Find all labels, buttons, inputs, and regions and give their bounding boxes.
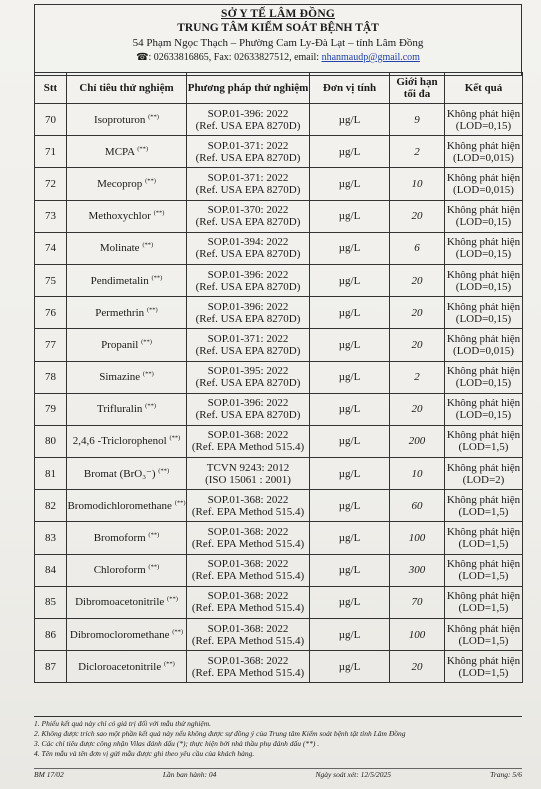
result-lod: (LOD=0,15) [455, 312, 512, 325]
row-limit: 20 [390, 200, 445, 232]
row-stt: 86 [35, 619, 67, 651]
row-indicator [67, 361, 187, 393]
method-code: SOP.01-368: 2022 [207, 622, 289, 635]
row-method [187, 619, 310, 651]
method-code: SOP.01-371: 2022 [207, 139, 289, 152]
row-method [187, 264, 310, 296]
method-ref: (Ref. USA EPA 8270D) [195, 151, 301, 164]
row-stt: 71 [35, 136, 67, 168]
row-indicator [67, 522, 187, 554]
row-unit: µg/L [310, 361, 390, 393]
indicator-name: Mecoprop [97, 177, 143, 190]
row-indicator [67, 136, 187, 168]
row-stt: 83 [35, 522, 67, 554]
row-method [187, 586, 310, 618]
indicator-name: Trifluralin [96, 403, 143, 416]
result-lod: (LOD=0,15) [455, 377, 512, 390]
row-unit: µg/L [310, 297, 390, 329]
method-code: SOP.01-396: 2022 [207, 268, 289, 281]
result-lod: (LOD=0,015) [453, 151, 514, 164]
row-indicator [67, 554, 187, 586]
method-ref: (Ref. USA EPA 8270D) [195, 344, 301, 357]
result-text: Không phát hiện [446, 332, 521, 345]
indicator-name: Bromodichloromethane [67, 499, 172, 512]
row-result [445, 651, 523, 683]
row-stt: 74 [35, 232, 67, 264]
row-result [445, 329, 523, 361]
table-row [35, 522, 523, 554]
table-row [35, 329, 523, 361]
result-lod: (LOD=1,5) [458, 666, 509, 679]
method-ref: (Ref. USA EPA 8270D) [195, 280, 301, 293]
col-stt: Stt [35, 73, 67, 104]
method-ref: (Ref. USA EPA 8270D) [195, 377, 301, 390]
indicator-name: 2,4,6 -Triclorophenol [72, 435, 167, 448]
note-1: 1. Phiếu kết quả này chỉ có giá trị đối với mẫu thử nghiệm. [34, 719, 212, 728]
result-lod: (LOD=0,015) [453, 344, 514, 357]
indicator-name: Methoxychlor [88, 210, 151, 223]
method-code: SOP.01-368: 2022 [207, 590, 289, 603]
indicator-name: Molinate [99, 242, 140, 255]
row-indicator [67, 651, 187, 683]
table-header-row [35, 73, 523, 104]
row-result [445, 586, 523, 618]
result-text: Không phát hiện [446, 204, 521, 217]
result-text: Không phát hiện [446, 429, 521, 442]
row-method [187, 297, 310, 329]
row-limit: 100 [390, 619, 445, 651]
row-unit: µg/L [310, 490, 390, 522]
col-method: Phương pháp thử nghiệm [187, 73, 310, 104]
result-lod: (LOD=1,5) [458, 634, 509, 647]
method-code: SOP.01-396: 2022 [207, 107, 289, 120]
indicator-name: Bromat (BrO₃⁻) [83, 467, 156, 480]
indicator-name: Pendimetalin [90, 274, 149, 287]
row-limit: 60 [390, 490, 445, 522]
row-unit: µg/L [310, 264, 390, 296]
table-row [35, 458, 523, 490]
form-code: BM 17/02 [34, 770, 64, 779]
row-method [187, 490, 310, 522]
method-code: SOP.01-371: 2022 [207, 171, 289, 184]
table-row [35, 490, 523, 522]
center-name: TRUNG TÂM KIỂM SOÁT BỆNH TẬT [177, 22, 379, 34]
contact-text: ☎: 02633816865, Fax: 02633827512, email: [136, 52, 322, 63]
result-text: Không phát hiện [446, 268, 521, 281]
method-code: SOP.01-368: 2022 [207, 654, 289, 667]
row-method [187, 458, 310, 490]
row-result [445, 136, 523, 168]
method-ref: (Ref. USA EPA 8270D) [195, 119, 301, 132]
subcontract-mark: (**) [145, 402, 157, 410]
result-text: Không phát hiện [446, 622, 521, 635]
subcontract-mark: (**) [169, 434, 181, 442]
subcontract-mark: (**) [151, 273, 163, 281]
row-limit: 200 [390, 425, 445, 457]
row-method [187, 168, 310, 200]
method-code: SOP.01-396: 2022 [207, 300, 289, 313]
row-unit: µg/L [310, 554, 390, 586]
result-lod: (LOD=0,015) [453, 183, 514, 196]
result-lod: (LOD=0,15) [455, 119, 512, 132]
table-row [35, 168, 523, 200]
subcontract-mark: (**) [153, 209, 165, 217]
table-row [35, 297, 523, 329]
row-indicator [67, 168, 187, 200]
row-unit: µg/L [310, 232, 390, 264]
indicator-name: Chloroform [93, 564, 146, 577]
row-indicator [67, 425, 187, 457]
result-lod: (LOD=1,5) [458, 602, 509, 615]
method-code: SOP.01-371: 2022 [207, 332, 289, 345]
indicator-name: Isoproturon [94, 113, 146, 126]
row-stt: 78 [35, 361, 67, 393]
method-ref: (Ref. EPA Method 515.4) [191, 634, 305, 647]
result-text: Không phát hiện [446, 236, 521, 249]
row-stt: 84 [35, 554, 67, 586]
row-result [445, 619, 523, 651]
indicator-name: Bromoform [93, 532, 146, 545]
row-unit: µg/L [310, 458, 390, 490]
review-date: Ngày soát xét: 12/5/2025 [315, 770, 392, 779]
table-row [35, 393, 523, 425]
col-limit: Giới hạn tối đa [390, 73, 445, 104]
row-indicator [67, 393, 187, 425]
result-lod: (LOD=2) [462, 473, 505, 486]
table-row [35, 361, 523, 393]
indicator-name: MCPA [104, 145, 135, 158]
row-result [445, 361, 523, 393]
method-code: SOP.01-368: 2022 [207, 526, 289, 539]
subcontract-mark: (**) [148, 563, 160, 571]
indicator-name: Propanil [101, 338, 139, 351]
row-indicator [67, 104, 187, 136]
row-limit: 10 [390, 458, 445, 490]
method-ref: (Ref. EPA Method 515.4) [191, 538, 305, 551]
result-text: Không phát hiện [446, 397, 521, 410]
row-indicator [67, 264, 187, 296]
col-unit: Đơn vị tính [310, 73, 390, 104]
row-limit: 100 [390, 522, 445, 554]
row-result [445, 393, 523, 425]
row-method [187, 425, 310, 457]
row-unit: µg/L [310, 393, 390, 425]
subcontract-mark: (**) [141, 338, 152, 346]
table-row [35, 232, 523, 264]
method-ref: (Ref. EPA Method 515.4) [191, 570, 305, 583]
result-text: Không phát hiện [446, 300, 521, 313]
row-result [445, 264, 523, 296]
result-lod: (LOD=0,15) [455, 280, 512, 293]
subcontract-mark: (**) [172, 627, 184, 635]
row-stt: 72 [35, 168, 67, 200]
row-stt: 77 [35, 329, 67, 361]
table-row [35, 200, 523, 232]
row-result [445, 554, 523, 586]
result-text: Không phát hiện [446, 171, 521, 184]
notes [34, 716, 522, 759]
indicator-name: Dibromocloromethane [69, 628, 170, 641]
row-unit: µg/L [310, 329, 390, 361]
row-indicator [67, 329, 187, 361]
method-ref: (Ref. USA EPA 8270D) [195, 409, 301, 422]
row-method [187, 104, 310, 136]
row-method [187, 232, 310, 264]
row-limit: 70 [390, 586, 445, 618]
result-text: Không phát hiện [446, 558, 521, 571]
result-lod: (LOD=1,5) [458, 570, 509, 583]
indicator-name: Permethrin [95, 306, 145, 319]
row-result [445, 104, 523, 136]
method-ref: (ISO 15061 : 2001) [205, 473, 291, 486]
row-method [187, 361, 310, 393]
subcontract-mark: (**) [167, 595, 178, 603]
row-stt: 76 [35, 297, 67, 329]
method-ref: (Ref. USA EPA 8270D) [195, 216, 301, 229]
note-4: 4. Tên mẫu và tên đơn vị gửi mẫu được ghi theo yêu cầu của khách hàng. [34, 749, 255, 758]
method-ref: (Ref. EPA Method 515.4) [191, 602, 305, 615]
result-lod: (LOD=0,15) [455, 216, 512, 229]
indicator-name: Dicloroacetonitrile [78, 660, 162, 673]
row-indicator [67, 586, 187, 618]
row-method [187, 651, 310, 683]
row-limit: 20 [390, 329, 445, 361]
row-stt: 79 [35, 393, 67, 425]
row-stt: 81 [35, 458, 67, 490]
subcontract-mark: (**) [142, 370, 154, 378]
row-unit: µg/L [310, 136, 390, 168]
row-unit: µg/L [310, 586, 390, 618]
subcontract-mark: (**) [163, 660, 175, 668]
method-code: SOP.01-396: 2022 [207, 397, 289, 410]
method-ref: (Ref. EPA Method 515.4) [191, 505, 305, 518]
table-row [35, 425, 523, 457]
row-unit: µg/L [310, 425, 390, 457]
col-result: Kết quả [445, 73, 523, 104]
row-stt: 87 [35, 651, 67, 683]
row-limit: 6 [390, 232, 445, 264]
row-result [445, 200, 523, 232]
table-row [35, 586, 523, 618]
row-method [187, 200, 310, 232]
result-lod: (LOD=1,5) [458, 538, 509, 551]
method-code: SOP.01-368: 2022 [207, 493, 289, 506]
row-unit: µg/L [310, 619, 390, 651]
subcontract-mark: (**) [145, 177, 156, 185]
row-limit: 2 [390, 136, 445, 168]
table-row [35, 619, 523, 651]
row-indicator [67, 200, 187, 232]
result-text: Không phát hiện [446, 107, 521, 120]
row-result [445, 458, 523, 490]
row-unit: µg/L [310, 651, 390, 683]
row-indicator [67, 619, 187, 651]
subcontract-mark: (**) [174, 499, 186, 507]
results-table [34, 72, 523, 683]
page-number: Trang: 5/6 [490, 770, 522, 779]
page-footer [34, 768, 522, 779]
row-limit: 10 [390, 168, 445, 200]
table-row [35, 651, 523, 683]
note-3: 3. Các chỉ tiêu được công nhận Vilas đánh dấu (*); thực hiện bởi nhà thầu phụ đánh dấu (**) . [34, 739, 320, 748]
edition: Lần ban hành: 04 [162, 770, 217, 779]
row-stt: 75 [35, 264, 67, 296]
result-lod: (LOD=0,15) [455, 248, 512, 261]
row-limit: 9 [390, 104, 445, 136]
letterhead [34, 4, 522, 76]
row-result [445, 168, 523, 200]
row-limit: 20 [390, 393, 445, 425]
result-text: Không phát hiện [446, 493, 521, 506]
row-unit: µg/L [310, 168, 390, 200]
row-indicator [67, 232, 187, 264]
row-method [187, 393, 310, 425]
result-text: Không phát hiện [446, 526, 521, 539]
subcontract-mark: (**) [137, 145, 149, 153]
subcontract-mark: (**) [146, 306, 158, 314]
method-ref: (Ref. EPA Method 515.4) [191, 666, 305, 679]
row-result [445, 297, 523, 329]
row-result [445, 232, 523, 264]
row-method [187, 136, 310, 168]
result-lod: (LOD=1,5) [458, 441, 509, 454]
method-ref: (Ref. USA EPA 8270D) [195, 312, 301, 325]
subcontract-mark: (**) [142, 241, 154, 249]
row-indicator [67, 490, 187, 522]
table-row [35, 136, 523, 168]
method-ref: (Ref. USA EPA 8270D) [195, 183, 301, 196]
row-limit: 20 [390, 264, 445, 296]
row-limit: 2 [390, 361, 445, 393]
row-stt: 82 [35, 490, 67, 522]
row-method [187, 522, 310, 554]
row-unit: µg/L [310, 522, 390, 554]
table-row [35, 104, 523, 136]
col-indicator: Chỉ tiêu thử nghiệm [67, 73, 187, 104]
result-text: Không phát hiện [446, 139, 521, 152]
method-ref: (Ref. USA EPA 8270D) [195, 248, 301, 261]
row-stt: 73 [35, 200, 67, 232]
row-stt: 80 [35, 425, 67, 457]
result-lod: (LOD=1,5) [458, 505, 509, 518]
row-limit: 300 [390, 554, 445, 586]
address: 54 Phạm Ngọc Thạch – Phường Cam Ly-Đà Lạt – tỉnh Lâm Đồng [132, 37, 424, 49]
row-method [187, 329, 310, 361]
method-code: SOP.01-395: 2022 [207, 365, 289, 378]
subcontract-mark: (**) [158, 467, 170, 474]
result-lod: (LOD=0,15) [455, 409, 512, 422]
row-unit: µg/L [310, 200, 390, 232]
method-code: SOP.01-368: 2022 [207, 429, 289, 442]
indicator-name: Dibromoacetonitrile [75, 596, 165, 609]
table-row [35, 554, 523, 586]
contact-line [35, 52, 521, 63]
row-stt: 70 [35, 104, 67, 136]
row-method [187, 554, 310, 586]
indicator-name: Simazine [99, 371, 141, 384]
result-text: Không phát hiện [446, 654, 521, 667]
result-text: Không phát hiện [446, 590, 521, 603]
method-code: SOP.01-368: 2022 [207, 558, 289, 571]
method-code: SOP.01-370: 2022 [207, 204, 289, 217]
row-unit: µg/L [310, 104, 390, 136]
table-row [35, 264, 523, 296]
row-limit: 20 [390, 651, 445, 683]
method-code: TCVN 9243: 2012 [206, 461, 290, 474]
method-ref: (Ref. EPA Method 515.4) [191, 441, 305, 454]
row-result [445, 425, 523, 457]
method-code: SOP.01-394: 2022 [207, 236, 289, 249]
note-2: 2. Không được trích sao một phần kết quả này nếu không được sự đồng ý của Trung tâm Kiểm soát bệnh tật tỉnh Lâm Đồng [34, 729, 406, 738]
result-text: Không phát hiện [446, 365, 521, 378]
subcontract-mark: (**) [148, 531, 160, 539]
row-indicator [67, 297, 187, 329]
email-link[interactable]: nhanmaudp@gmail.com [321, 52, 420, 63]
subcontract-mark: (**) [148, 112, 159, 120]
result-text: Không phát hiện [446, 461, 521, 474]
row-indicator [67, 458, 187, 490]
row-result [445, 522, 523, 554]
row-result [445, 490, 523, 522]
department-name: SỞ Y TẾ LÂM ĐỒNG [221, 8, 335, 20]
row-stt: 85 [35, 586, 67, 618]
row-limit: 20 [390, 297, 445, 329]
